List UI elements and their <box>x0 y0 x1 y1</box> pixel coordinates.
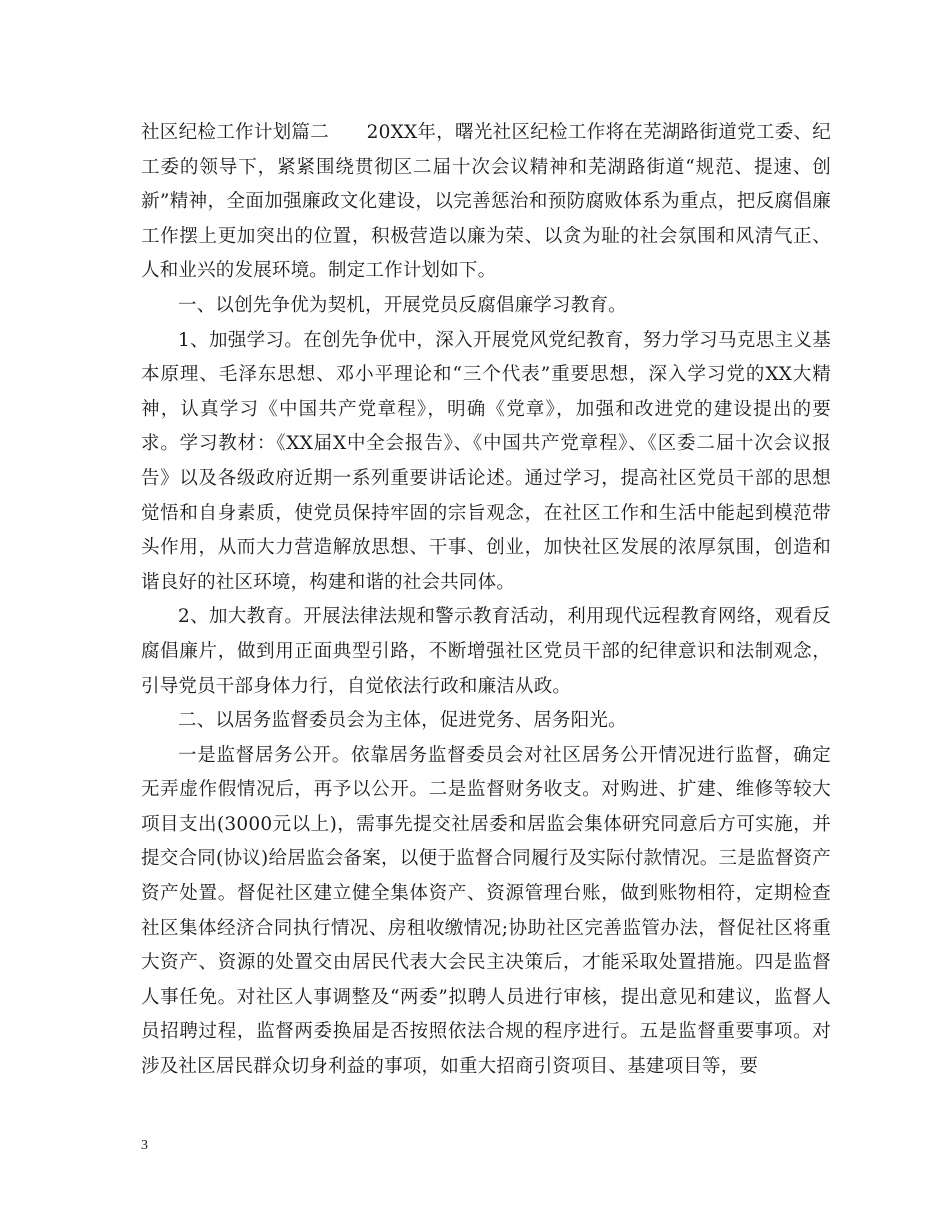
section-heading-2: 二、以居务监督委员会为主体，促进党务、居务阳光。 <box>178 710 627 732</box>
page-number: 3 <box>141 1138 148 1153</box>
paragraph-intro: 社区纪检工作计划篇二 20XX年，曙光社区纪检工作将在芜湖路街道党工委、纪工委的领导下，紧紧围绕贯彻区二届十次会议精神和芜湖路街道“规范、提速、创新”精神，全面加强廉政文化建设，以完善惩治和预防腐败体系为重点，把反腐倡廉工作摆上更加突出的位置，积极营造以廉为荣、以贪为耻的社会氛围和风清气正、人和业兴的发展环境。制定工作计划如下。 <box>141 122 831 282</box>
paragraph-supervision: 一是监督居务公开。依靠居务监督委员会对社区居务公开情况进行监督，确定无弄虚作假情况后，再予以公开。二是监督财务收支。对购进、扩建、维修等较大项目支出(3000元以上)，需事先提交社居委和居监会集体研究同意后方可实施，并提交合同(协议)给居监会备案，以便于监督合同履行及实际付款情况。三是监督资产资产处置。督促社区建立健全集体资产、资源管理台账，做到账物相符，定期检查社区集体经济合同执行情况、房租收缴情况;协助社区完善监管办法，督促社区将重大资产、资源的处置交由居民代表大会民主决策后，才能采取处置措施。四是监督人事任免。对社区人事调整及“两委”拟聘人员进行审核，提出意见和建议，监督人员招聘过程，监督两委换届是否按照依法合规的程序进行。五是监督重要事项。对涉及社区居民群众切身利益的事项，如重大招商引资项目、基建项目等，要 <box>141 744 831 1078</box>
document-body <box>141 116 831 1085</box>
section-heading-1: 一、以创先争优为契机，开展党员反腐倡廉学习教育。 <box>178 294 627 316</box>
paragraph-education: 2、加大教育。开展法律法规和警示教育活动，利用现代远程教育网络，观看反腐倡廉片，做到用正面典型引路，不断增强社区党员干部的纪律意识和法制观念，引导党员干部身体力行，自觉依法行政和廉洁从政。 <box>141 606 831 697</box>
paragraph-study: 1、加强学习。在创先争优中，深入开展党风党纪教育，努力学习马克思主义基本原理、毛泽东思想、邓小平理论和“三个代表”重要思想，深入学习党的XX大精神，认真学习《中国共产党章程》，明确《党章》，加强和改进党的建设提出的要求。学习教材：《XX届X中全会报告》、《中国共产党章程》、《区委二届十次会议报告》以及各级政府近期一系列重要讲话论述。通过学习，提高社区党员干部的思想觉悟和自身素质，使党员保持牢固的宗旨观念，在社区工作和生活中能起到模范带头作用，从而大力营造解放思想、干事、创业，加快社区发展的浓厚氛围，创造和谐良好的社区环境，构建和谐的社会共同体。 <box>141 329 831 593</box>
